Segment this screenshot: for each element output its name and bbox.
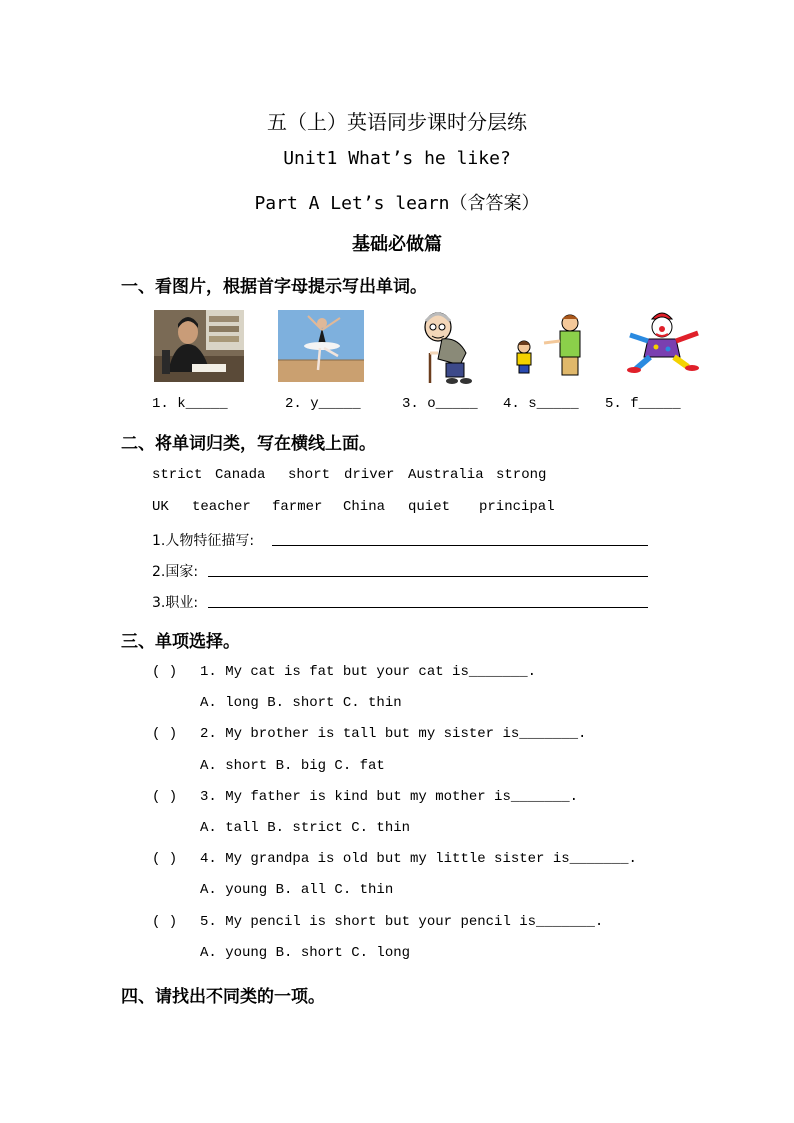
question-5-options: A. young B. short C. long: [200, 945, 411, 961]
word-uk: UK: [152, 499, 169, 515]
picture-answer-3: 3. o_____: [402, 396, 478, 412]
category-label-traits: 1.人物特征描写:: [152, 533, 255, 549]
picture-answer-1: 1. k_____: [152, 396, 228, 412]
worksheet-title: 五（上）英语同步课时分层练: [267, 110, 527, 134]
question-2-stem: 2. My brother is tall but my sister is_______.: [200, 726, 587, 742]
funny-clown-cartoon: [626, 309, 702, 373]
question-3-stem: 3. My father is kind but my mother is_______.: [200, 789, 579, 805]
question-5-bracket[interactable]: ( ): [152, 914, 178, 930]
category-line-jobs[interactable]: [208, 607, 648, 608]
section2-heading: 二、将单词归类，写在横线上面。: [121, 434, 376, 454]
picture-answer-5: 5. f_____: [605, 396, 681, 412]
word-australia: Australia: [408, 467, 484, 483]
category-line-countries[interactable]: [208, 576, 648, 577]
old-man-cartoon: [416, 309, 478, 385]
young-ballerina-photo: [278, 310, 364, 382]
question-4-bracket[interactable]: ( ): [152, 851, 178, 867]
word-short: short: [288, 467, 331, 483]
question-1-options: A. long B. short C. thin: [200, 695, 402, 711]
question-2-bracket[interactable]: ( ): [152, 726, 178, 742]
category-line-traits[interactable]: [272, 545, 648, 546]
word-driver: driver: [344, 467, 395, 483]
question-3-options: A. tall B. strict C. thin: [200, 820, 411, 836]
word-china: China: [343, 499, 386, 515]
section4-heading: 四、请找出不同类的一项。: [121, 987, 325, 1007]
word-quiet: quiet: [408, 499, 451, 515]
question-4-options: A. young B. all C. thin: [200, 882, 394, 898]
unit-title: Unit1 What’s he like?: [283, 148, 511, 169]
question-4-stem: 4. My grandpa is old but my little sister is_______.: [200, 851, 637, 867]
part-title: Part A Let’s learn（含答案）: [254, 193, 540, 214]
category-label-countries: 2.国家:: [152, 564, 199, 580]
question-5-stem: 5. My pencil is short but your pencil is_______.: [200, 914, 604, 930]
section3-heading: 三、单项选择。: [121, 632, 240, 652]
short-boy-tall-man-cartoon: [508, 311, 594, 377]
question-3-bracket[interactable]: ( ): [152, 789, 178, 805]
word-canada: Canada: [215, 467, 266, 483]
picture-answer-4: 4. s_____: [503, 396, 579, 412]
word-teacher: teacher: [192, 499, 251, 515]
word-strict: strict: [152, 467, 203, 483]
word-strong: strong: [496, 467, 547, 483]
section1-heading: 一、看图片，根据首字母提示写出单词。: [121, 277, 427, 297]
question-2-options: A. short B. big C. fat: [200, 758, 385, 774]
picture-answer-2: 2. y_____: [285, 396, 361, 412]
question-1-stem: 1. My cat is fat but your cat is_______.: [200, 664, 537, 680]
level-title: 基础必做篇: [352, 234, 442, 255]
question-1-bracket[interactable]: ( ): [152, 664, 178, 680]
word-principal: principal: [479, 499, 555, 515]
word-farmer: farmer: [272, 499, 323, 515]
category-label-jobs: 3.职业:: [152, 595, 199, 611]
kind-teacher-photo: [154, 310, 244, 382]
